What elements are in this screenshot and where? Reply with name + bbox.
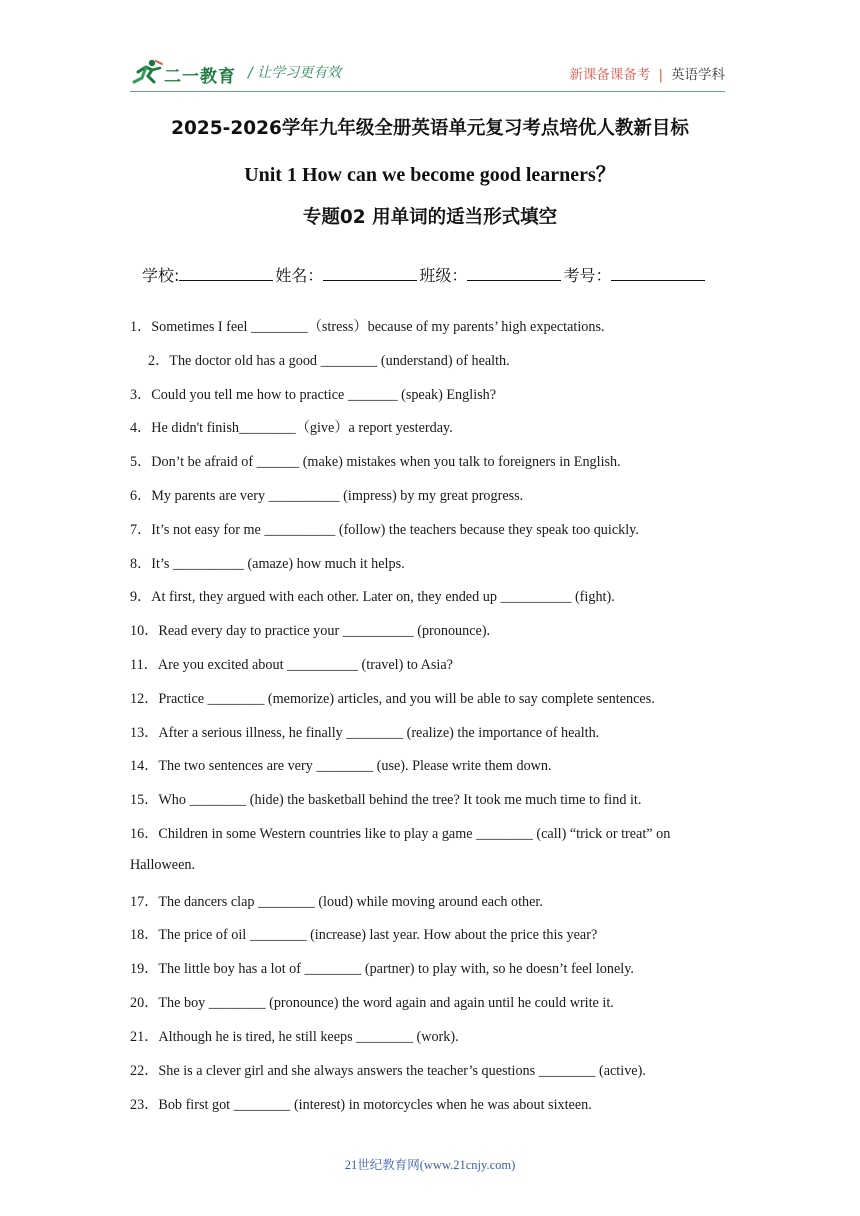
question-item: 14．The two sentences are very ________ (use). Please write them down. <box>130 758 552 774</box>
class-blank[interactable] <box>467 264 561 281</box>
unit-title: Unit 1 How can we become good learners？ <box>244 164 616 186</box>
runner-logo-icon <box>130 58 164 88</box>
question-item: 17．The dancers clap ________ (loud) while moving around each other. <box>130 894 543 910</box>
question-item: 3．Could you tell me how to practice _______ (speak) English? <box>130 387 497 403</box>
question-item: 1．Sometimes I feel ________（stress）because of my parents’ high expectations. <box>130 319 605 335</box>
question-item: 12．Practice ________ (memorize) articles, and you will be able to say complete sentences. <box>130 691 655 707</box>
header-separator: | <box>658 67 663 83</box>
question-item: 16．Children in some Western countries like to play a game ________ (call) “trick or treat” on <box>130 826 671 842</box>
number-label: 考号： <box>563 266 612 285</box>
logo-text: 二一教育 <box>164 67 236 87</box>
page-title: 2025-2026学年九年级全册英语单元复习考点培优人教新目标 <box>171 118 689 139</box>
class-label: 班级： <box>419 266 468 285</box>
name-blank[interactable] <box>323 264 417 281</box>
question-item: 7．It’s not easy for me __________ (follow) the teachers because they speak too quickly. <box>130 522 639 538</box>
header-divider <box>130 91 725 92</box>
page-header <box>130 58 725 92</box>
question-item: 20．The boy ________ (pronounce) the word again and again until he could write it. <box>130 995 614 1011</box>
question-item: 6．My parents are very __________ (impress) by my great progress. <box>130 488 524 504</box>
question-item: 5．Don’t be afraid of ______ (make) mistakes when you talk to foreigners in English. <box>130 454 621 470</box>
question-item: 15．Who ________ (hide) the basketball behind the tree? It took me much time to find it. <box>130 792 642 808</box>
question-item: 8．It’s __________ (amaze) how much it helps. <box>130 556 405 572</box>
question-item: 18．The price of oil ________ (increase) last year. How about the price this year? <box>130 927 598 943</box>
question-item: 23．Bob first got ________ (interest) in motorcycles when he was about sixteen. <box>130 1097 592 1113</box>
slogan: / 让学习更有效 <box>248 65 342 81</box>
school-label: 学校: <box>142 266 180 285</box>
header-tagline: 新课备课备考 <box>569 67 651 83</box>
question-item: 11．Are you excited about __________ (travel) to Asia? <box>130 657 453 673</box>
question-item: 22．She is a clever girl and she always answers the teacher’s questions ________ (active). <box>130 1063 646 1079</box>
question-item: 2．The doctor old has a good ________ (understand) of health. <box>148 353 510 369</box>
number-blank[interactable] <box>611 264 705 281</box>
topic-title: 专题02 用单词的适当形式填空 <box>302 207 558 228</box>
page-footer[interactable]: 21世纪教育网(www.21cnjy.com) <box>344 1158 516 1172</box>
header-right <box>569 63 725 83</box>
question-item: 10．Read every day to practice your __________ (pronounce). <box>130 623 491 639</box>
question-item: 21．Although he is tired, he still keeps ________ (work). <box>130 1029 459 1045</box>
question-item-continuation: Halloween. <box>130 857 196 873</box>
school-blank[interactable] <box>179 264 273 281</box>
name-label: 姓名： <box>275 266 324 285</box>
header-subject: 英语学科 <box>671 67 725 83</box>
question-item: 9．At first, they argued with each other. Later on, they ended up __________ (fight). <box>130 589 615 605</box>
question-item: 4．He didn't finish________（give）a report yesterday. <box>130 420 453 436</box>
question-item: 19．The little boy has a lot of ________ (partner) to play with, so he doesn’t feel lonely. <box>130 961 634 977</box>
student-info-row <box>142 263 707 286</box>
logo <box>130 58 242 88</box>
question-item: 13．After a serious illness, he finally ________ (realize) the importance of health. <box>130 725 600 741</box>
